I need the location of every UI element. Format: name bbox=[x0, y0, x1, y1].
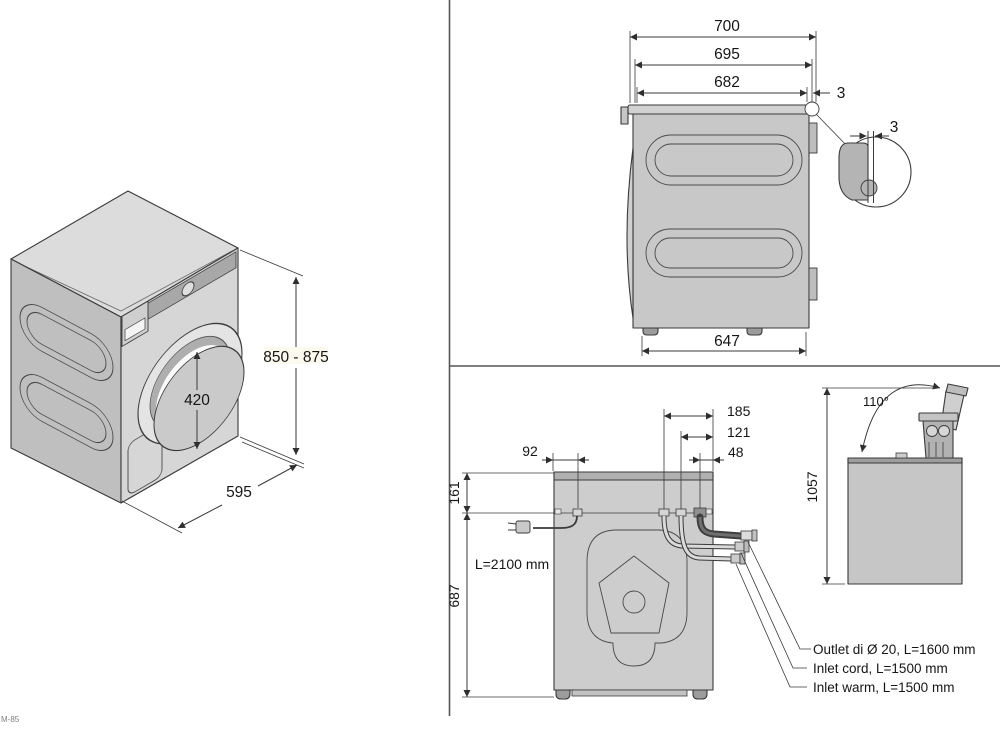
dim-682-label: 682 bbox=[714, 74, 740, 91]
dim-3-detail-label: 3 bbox=[889, 119, 899, 136]
dim-1057-label: 1057 bbox=[804, 471, 820, 503]
dim-420-label: 420 bbox=[184, 392, 210, 409]
dim-161-label: 161 bbox=[446, 481, 462, 505]
callout-inlet-warm: Inlet warm, L=1500 mm bbox=[813, 680, 955, 695]
side-view bbox=[621, 18, 911, 356]
dim-110-label: 110° bbox=[863, 394, 889, 409]
cord-length-label: L=2100 mm bbox=[474, 556, 550, 572]
callout-inlet-cord: Inlet cord, L=1500 mm bbox=[813, 661, 948, 676]
corner-detail bbox=[805, 102, 911, 207]
callout-outlet: Outlet di Ø 20, L=1600 mm bbox=[813, 642, 976, 657]
isometric-view bbox=[11, 191, 329, 533]
lid-open-view bbox=[804, 384, 968, 584]
dim-depth-bottom bbox=[642, 332, 806, 356]
dim-647-label: 647 bbox=[714, 333, 740, 350]
dim-687-label: 687 bbox=[446, 584, 462, 608]
washer-lid-open-body bbox=[848, 384, 968, 584]
dim-850-875-label: 850 - 875 bbox=[263, 349, 329, 366]
dim-695-label: 695 bbox=[714, 46, 740, 63]
dim-121-label: 121 bbox=[727, 424, 751, 440]
dim-185-label: 185 bbox=[727, 403, 751, 419]
dim-700-label: 700 bbox=[714, 18, 740, 35]
detail-marker-circle bbox=[805, 102, 819, 116]
foot bbox=[643, 328, 658, 335]
dim-3-top-label: 3 bbox=[836, 85, 846, 102]
washer-rear-body bbox=[508, 472, 757, 699]
dim-48-label: 48 bbox=[728, 444, 744, 460]
foot bbox=[693, 690, 707, 699]
doc-code: M-85 bbox=[1, 715, 20, 724]
dim-depth-top bbox=[630, 18, 845, 103]
foot bbox=[556, 690, 570, 699]
washer-iso-body bbox=[11, 191, 244, 503]
dim-92-label: 92 bbox=[522, 443, 538, 459]
dim-rear-heights bbox=[446, 473, 554, 697]
lid-hinge-bracket bbox=[923, 421, 953, 458]
plug-icon bbox=[516, 521, 530, 533]
foot bbox=[747, 328, 762, 335]
dim-height bbox=[240, 250, 329, 464]
dim-595-label: 595 bbox=[226, 484, 252, 501]
washer-side-body bbox=[621, 105, 817, 335]
